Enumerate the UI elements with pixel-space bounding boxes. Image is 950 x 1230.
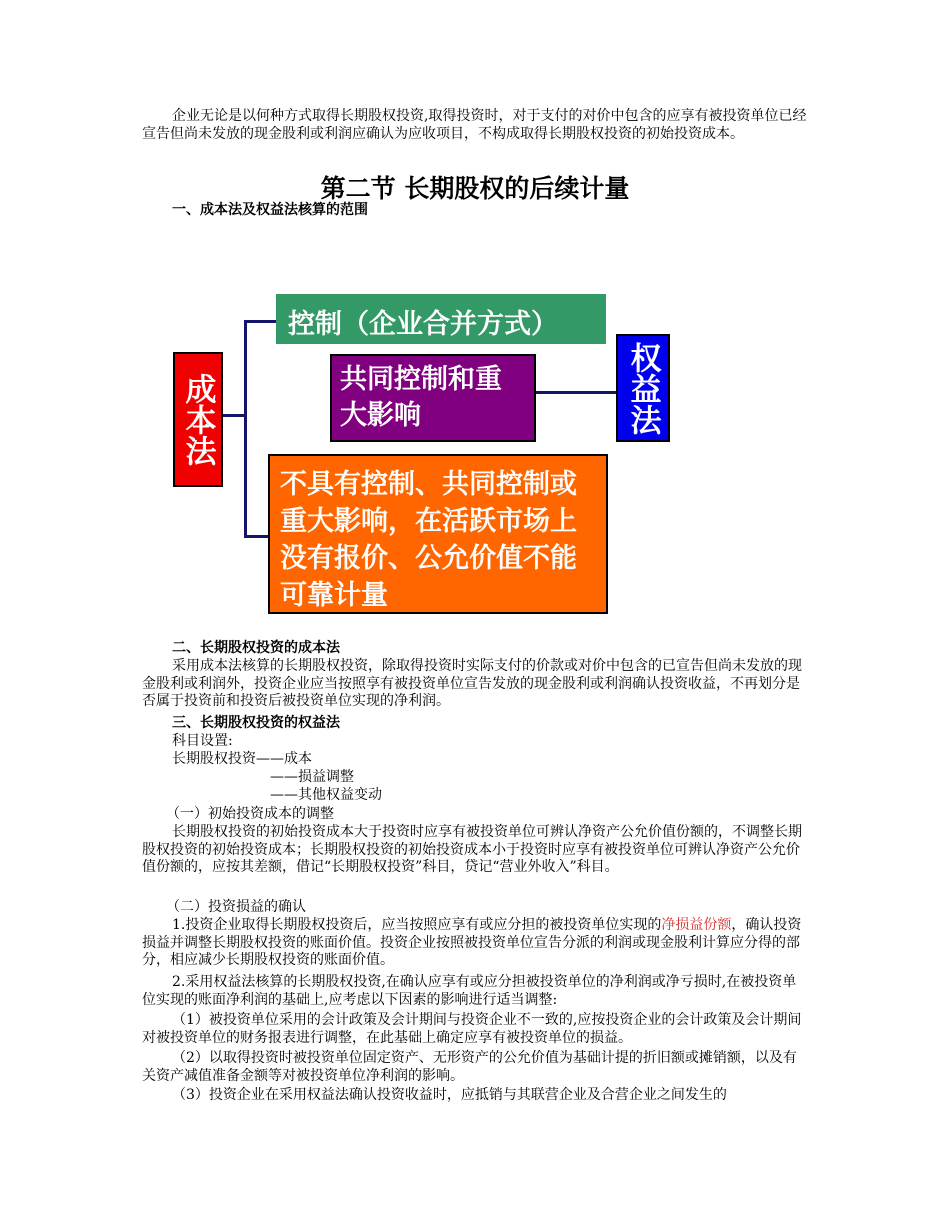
- adjustment-1: （1）被投资单位采用的会计政策及会计期间与投资企业不一致的,应按投资企业的会计政策及会计期间对被投资单位的财务报表进行调整，在此基础上确定应享有被投资单位的损益。: [142, 1012, 802, 1046]
- income-paragraph-1-part-a: 1.投资企业取得长期股权投资后，应当按照应享有或应分担的被投资单位实现的: [172, 917, 662, 933]
- initial-cost-paragraph: 长期股权投资的初始投资成本大于投资时应享有被投资单位可辨认净资产公允价值份额的，不调整长期股权投资的初始投资成本；长期股权投资的初始投资成本小于投资时应享有被投资单位可辨认净资产公允价值份额的，应按其差额，借记“长期股权投资”科目，贷记“营业外收入”科目。: [142, 824, 802, 875]
- adjustment-3: （3）投资企业在采用权益法确认投资收益时，应抵销与其联营企业及合营企业之间发生的: [172, 1087, 727, 1103]
- income-paragraph-2: 2.采用权益法核算的长期股权投资,在确认应享有或应分担被投资单位的净利润或净亏损时,在被投资单位实现的账面净利润的基础上,应考虑以下因素的影响进行适当调整:: [142, 974, 797, 1008]
- account-main: 长期股权投资——成本: [172, 751, 312, 767]
- cost-method-paragraph: 采用成本法核算的长期股权投资，除取得投资时实际支付的价款或对价中包含的已宣告但尚未发放的现金股利或利润外，投资企业应当按照享有被投资单位宣告发放的现金股利或利润确认投资收益，不再划分是否属于投资前和投资后被投资单位实现的净利润。: [142, 658, 802, 709]
- cost-method-box: 成本法: [173, 352, 223, 487]
- intro-paragraph: 企业无论是以何种方式取得长期股权投资,取得投资时，对于支付的对价中包含的应享有被投资单位已经宣告但尚未发放的现金股利或利润应确认为应收项目，不构成取得长期股权投资的初始投资成本。: [142, 108, 807, 142]
- income-paragraph-1: [142, 917, 810, 970]
- equity-method-box: 权益法: [616, 334, 670, 442]
- account-setup-label: 科目设置:: [172, 733, 233, 749]
- income-paragraph-1-part-b: ，确认投资损益并调整长期股权投资的账面价值。投资企业按照被投资单位宣告分派的利润或现金股利计算应分得的部分，相应减少长期股权投资的账面价值。: [142, 917, 802, 968]
- adjustment-2: （2）以取得投资时被投资单位固定资产、无形资产的公允价值为基础计提的折旧额或摊销额，以及有关资产减值准备金额等对被投资单位净利润的影响。: [142, 1050, 797, 1084]
- connector-vertical: [244, 320, 247, 537]
- heading-scope: 一、成本法及权益法核算的范围: [172, 202, 368, 218]
- connector-none: [244, 535, 269, 538]
- heading-equity-method: 三、长期股权投资的权益法: [172, 715, 340, 731]
- account-sub-2: ——其他权益变动: [270, 787, 382, 803]
- connector-control: [244, 320, 277, 323]
- joint-control-box: 共同控制和重大影响: [330, 354, 536, 442]
- highlight-net-income-share: 净损益份额: [661, 917, 732, 933]
- subheading-initial-cost: （一）初始投资成本的调整: [166, 806, 334, 822]
- section-title: 第二节 长期股权的后续计量: [320, 174, 630, 203]
- control-box: 控制（企业合并方式）: [276, 294, 606, 344]
- subheading-investment-income: （二）投资损益的确认: [166, 899, 306, 915]
- no-control-box: 不具有控制、共同控制或重大影响，在活跃市场上没有报价、公允价值不能可靠计量: [268, 454, 608, 614]
- account-sub-1: ——损益调整: [270, 769, 354, 785]
- connector-equity: [536, 391, 616, 394]
- heading-cost-method: 二、长期股权投资的成本法: [172, 640, 340, 656]
- connector-stub: [223, 414, 246, 417]
